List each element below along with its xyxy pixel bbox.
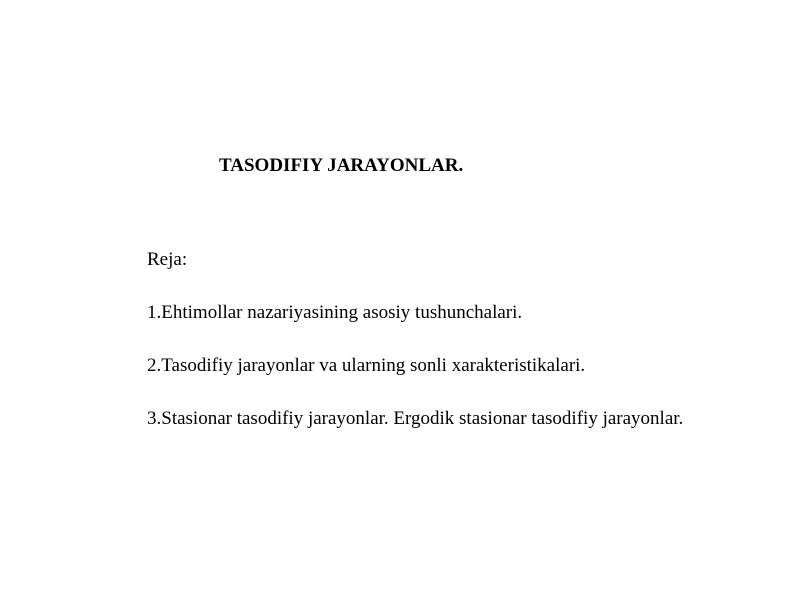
plan-item-3: 3.Stasionar tasodifiy jarayonlar. Ergodik stasionar tasodifiy jarayonlar. [147, 408, 684, 429]
plan-heading: Reja: [147, 249, 188, 270]
plan-item-1: 1.Ehtimollar nazariyasining asosiy tushunchalari. [147, 302, 523, 323]
document-title: TASODIFIY JARAYONLAR. [219, 155, 464, 176]
plan-item-2: 2.Tasodifiy jarayonlar va ularning sonli xarakteristikalari. [147, 355, 586, 376]
